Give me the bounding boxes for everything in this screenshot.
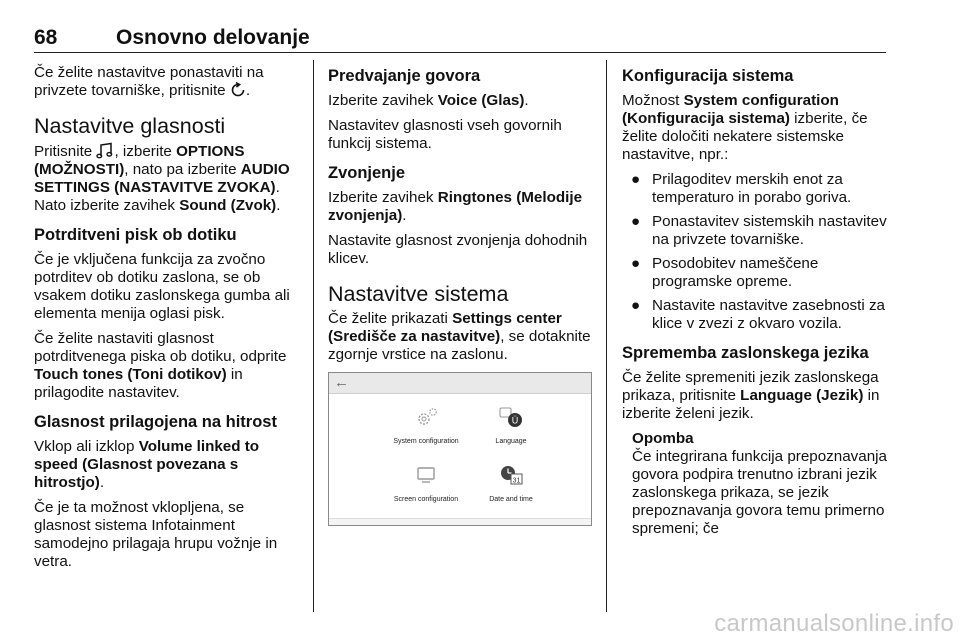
settings-center-paragraph: Če želite prikazati Settings center (Središče za nastavitve), se dotaknite zgornje vrstice na zaslonu. xyxy=(328,310,591,363)
touch-beep-paragraph: Če je vključena funkcija za zvočno potrditev ob dotiku zaslona, se ob vsakem dotiku zaslonskega gumba ali elementa menija oglasi pisk. xyxy=(34,251,290,322)
language-paragraph: Če želite spremeniti jezik zaslonskega prikaza, pritisnite Language (Jezik) in izberite želeni jezik. xyxy=(622,369,880,422)
volume-paragraph: Pritisnite , izberite OPTIONS (MOŽNOSTI), nato pa izberite AUDIO SETTINGS (NASTAVITVE ZVOKA). Nato izberite zavihek Sound (Zvok). xyxy=(34,143,290,214)
ringtone-paragraph: Izberite zavihek Ringtones (Melodije zvonjenja). xyxy=(328,189,583,224)
tile-label: System configuration xyxy=(393,438,459,445)
note-text: Če integrirana funkcija prepoznavanja govora podpira trenutno izbrani jezik zaslonskega prikaza, se jezik prepoznavanja govora temu primerno spremeni; če xyxy=(632,448,887,537)
configuration-list xyxy=(622,171,890,333)
page-title: Osnovno delovanje xyxy=(116,26,310,49)
tile-label: Screen configuration xyxy=(393,496,459,503)
language-glyph: Ü xyxy=(511,415,519,426)
note-box xyxy=(622,430,890,538)
reset-paragraph: Če želite nastavitve ponastaviti na privzete tovarniške, pritisnite . xyxy=(34,64,264,99)
screen-bottom-bar xyxy=(329,518,591,525)
settings-center-screenshot xyxy=(328,372,592,526)
tile-language[interactable] xyxy=(466,405,556,451)
speech-description: Nastavitev glasnosti vseh govornih funkcij sistema. xyxy=(328,117,562,152)
bullet-icon: ● xyxy=(631,213,641,230)
heading-volume-settings: Nastavitve glasnosti xyxy=(34,114,226,138)
heading-touch-beep: Potrditveni pisk ob dotiku xyxy=(34,226,237,244)
touch-tones-paragraph: Če želite nastaviti glasnost potrditvenega piska ob dotiku, odprite Touch tones (Toni dotikov) in prilagodite nastavitev. xyxy=(34,330,287,401)
column-1 xyxy=(34,64,302,578)
tile-system-configuration[interactable] xyxy=(381,405,471,451)
heading-speed-volume: Glasnost prilagojena na hitrost xyxy=(34,413,277,431)
speed-volume-paragraph: Vklop ali izklop Volume linked to speed (Glasnost povezana s hitrostjo). xyxy=(34,438,260,491)
list-item: ● Ponastavitev sistemskih nastavitev na privzete tovarniške. xyxy=(631,213,887,248)
list-item: ● Prilagoditev merskih enot za temperaturo in porabo goriva. xyxy=(631,171,852,206)
header-rule xyxy=(34,52,886,53)
column-3 xyxy=(622,64,890,538)
date-glyph: 31 xyxy=(512,477,521,485)
back-arrow-icon[interactable]: ← xyxy=(334,374,349,391)
bullet-icon: ● xyxy=(631,297,641,314)
column-divider-2 xyxy=(606,60,607,612)
heading-ringtone: Zvonjenje xyxy=(328,164,406,182)
system-configuration-paragraph: Možnost System configuration (Konfiguracija sistema) izberite, če želite določiti nekatere sistemske nastavitve, npr.: xyxy=(622,92,868,163)
watermark: carmanualsonline.info xyxy=(714,610,954,637)
ringtone-description: Nastavite glasnost zvonjenja dohodnih klicev. xyxy=(328,232,588,267)
reset-arrow-icon xyxy=(230,82,246,98)
heading-system-configuration: Konfiguracija sistema xyxy=(622,67,794,85)
heading-system-settings: Nastavitve sistema xyxy=(328,282,509,306)
gear-icon xyxy=(409,405,443,429)
speed-volume-description: Če je ta možnost vklopljena, se glasnost sistema Infotainment samodejno prilagaja hrupu vožnje in vetra. xyxy=(34,499,278,570)
column-2 xyxy=(328,64,596,526)
page-number: 68 xyxy=(34,26,58,49)
list-item: ● Nastavite nastavitve zasebnosti za klice v zvezi z okvaro vozila. xyxy=(631,297,885,332)
list-item: ● Posodobitev nameščene programske opreme. xyxy=(631,255,819,290)
tile-screen-configuration[interactable] xyxy=(381,463,471,509)
language-icon xyxy=(494,405,528,429)
note-title: Opomba xyxy=(632,430,694,447)
music-note-icon xyxy=(96,142,114,159)
heading-language-change: Sprememba zaslonskega jezika xyxy=(622,344,869,362)
tile-label: Language xyxy=(495,438,527,445)
bullet-icon: ● xyxy=(631,255,641,272)
column-divider-1 xyxy=(313,60,314,612)
bullet-icon: ● xyxy=(631,171,641,188)
page-header xyxy=(34,22,886,52)
screen-icon xyxy=(409,463,443,487)
heading-speech: Predvajanje govora xyxy=(328,67,481,85)
speech-paragraph: Izberite zavihek Voice (Glas). xyxy=(328,92,529,109)
screen-top-bar[interactable] xyxy=(329,373,591,394)
tile-date-and-time[interactable] xyxy=(466,463,556,509)
clock-calendar-icon xyxy=(494,463,528,487)
tile-label: Date and time xyxy=(489,496,533,503)
